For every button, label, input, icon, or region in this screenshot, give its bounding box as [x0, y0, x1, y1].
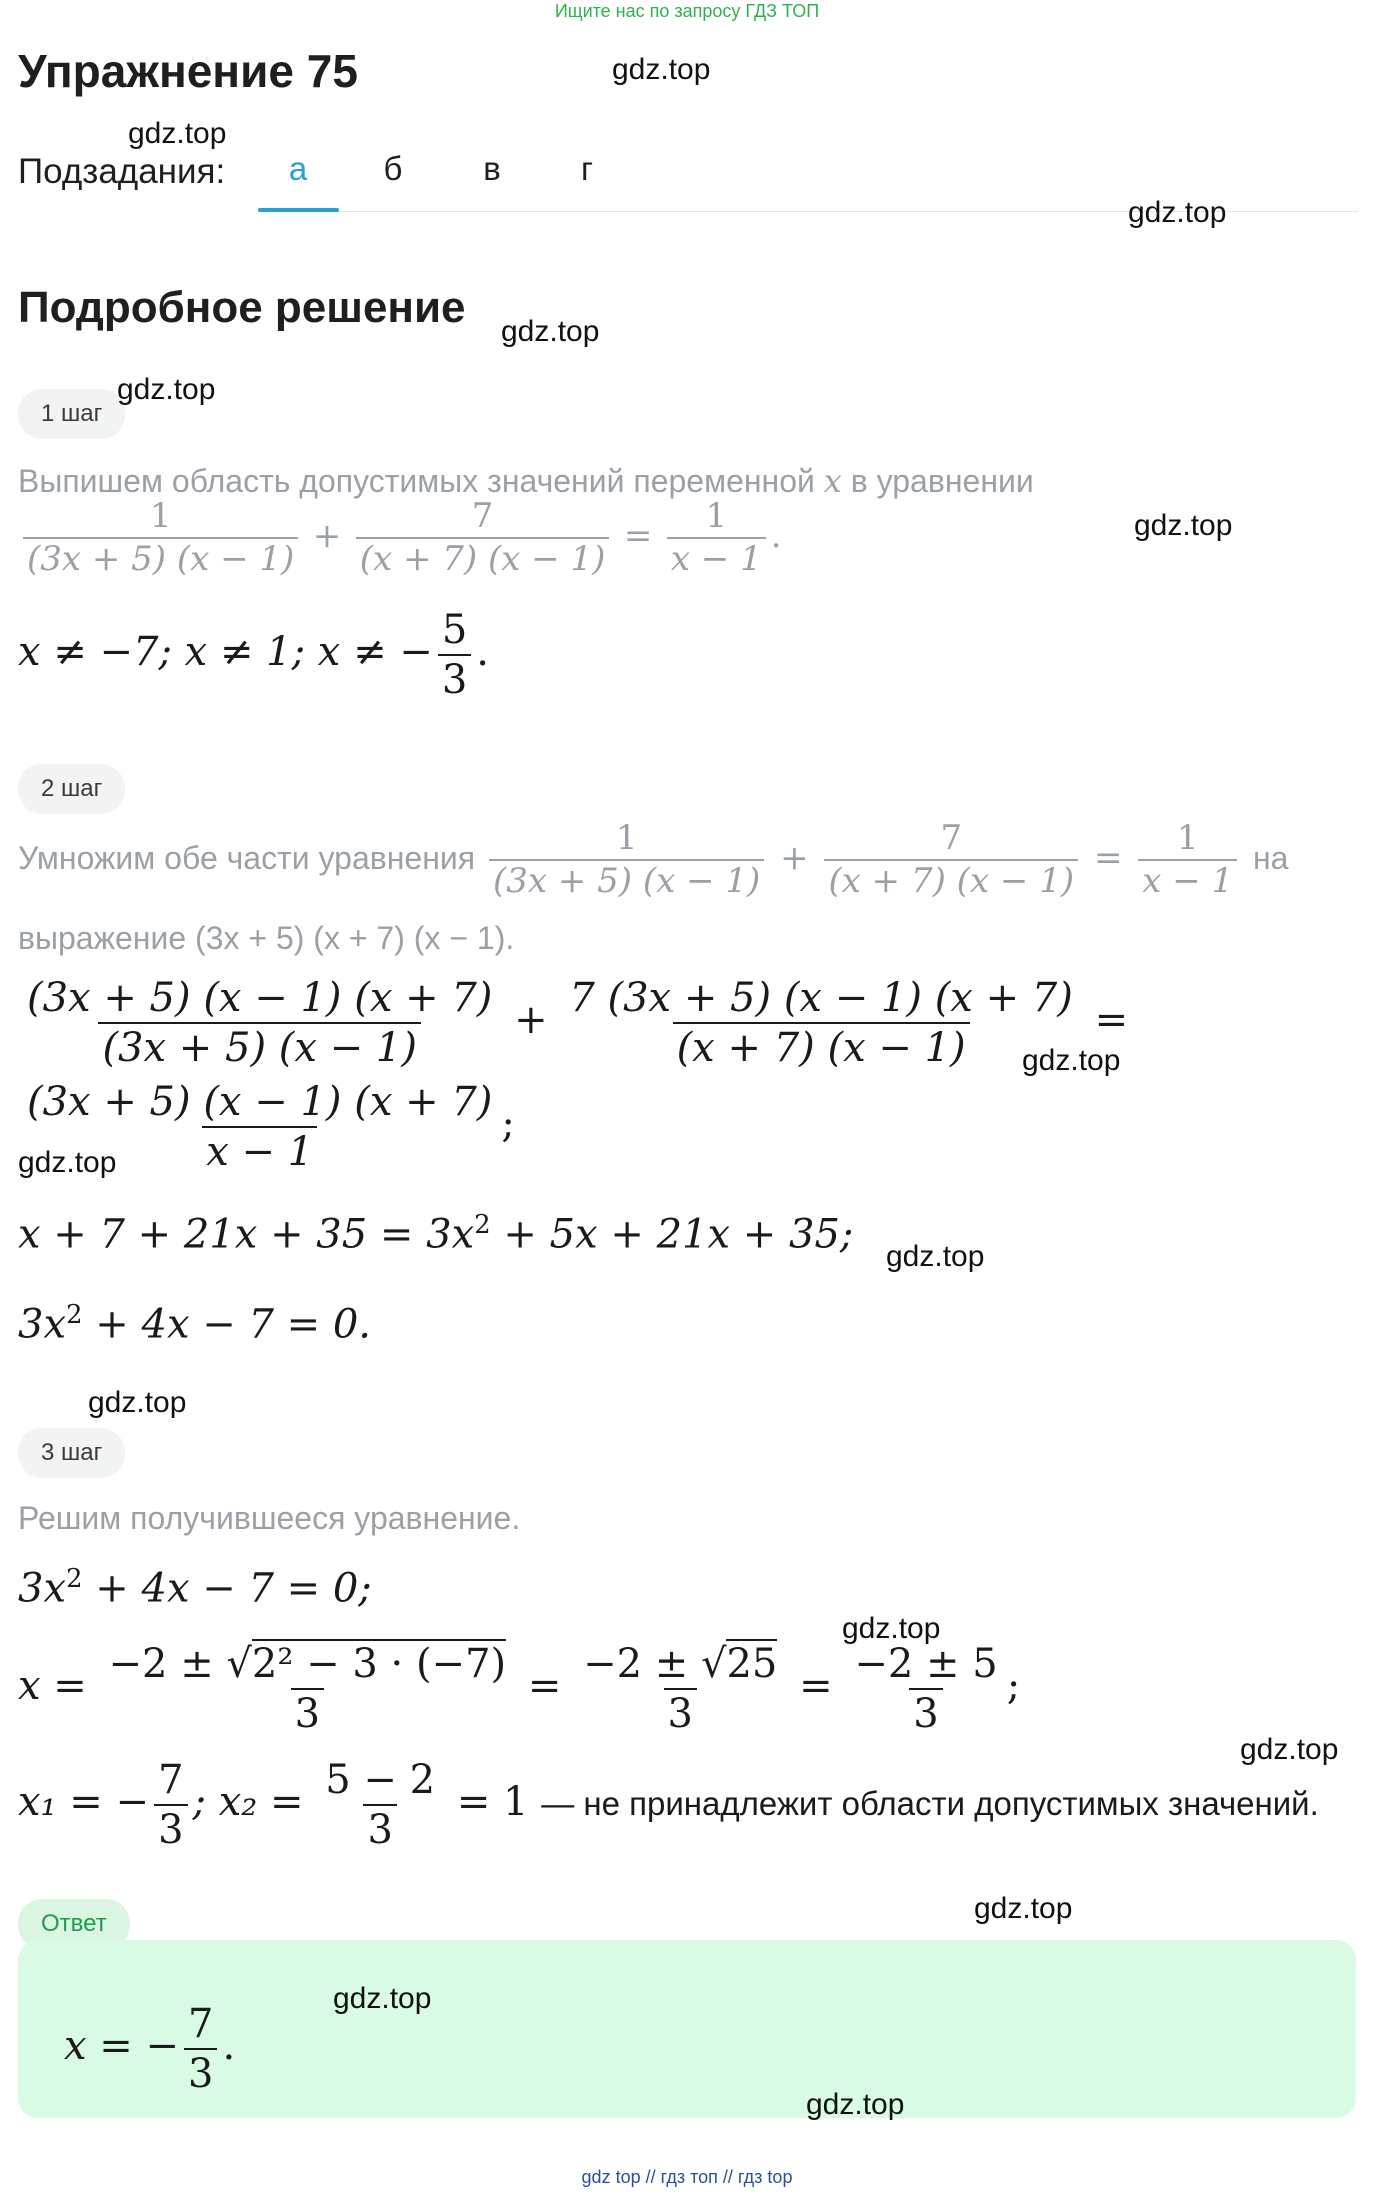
top-banner: Ищите нас по запросу ГДЗ ТОП — [554, 1, 820, 21]
step-3-roots-formula: x = $\frac{\text{−2 ± √2² − 3 · (−7)}}{3}$ = $\frac{-2 \pm √25}{3}$ = $\frac{-2 \pm 5}{3}$ ; — [18, 1641, 1021, 1737]
watermark: gdz.top — [886, 1240, 985, 1273]
watermark: gdz.top — [806, 2088, 905, 2121]
watermark: gdz.top — [117, 373, 216, 406]
active-tab-indicator — [258, 208, 339, 212]
step-2-text-2: выражение (3x + 5) (x + 7) (x − 1). — [18, 920, 515, 956]
tab-a[interactable]: а — [288, 150, 308, 187]
step-3-badge: 3 шаг — [18, 1428, 125, 1478]
footer-links[interactable]: gdz top // гдз топ // гдз top — [581, 2167, 793, 2187]
solution-title: Подробное решение — [18, 283, 466, 332]
watermark: gdz.top — [18, 1146, 117, 1179]
watermark: gdz.top — [1134, 509, 1233, 542]
step-2-line-1: $x + 7 + 21x + 35 = 3x^2 + 5x + 21x + 35$; — [18, 1210, 854, 1258]
watermark: gdz.top — [1128, 196, 1227, 229]
step-3-line-1: $3x^2 + 4x - 7 = 0$; — [18, 1564, 372, 1612]
watermark: gdz.top — [88, 1386, 187, 1419]
step-1-result: x ≠ −7; x ≠ 1; x ≠ − $\frac{5}{3}$ . — [18, 607, 489, 703]
step-2-text: Умножим обе части уравнения $\frac{1}{(3x + 5) (x - 1)}$ + $\frac{7}{(x + 7) (x - 1)}$ = $\frac{1}{x - 1}$ на — [18, 818, 1289, 901]
watermark: gdz.top — [1240, 1733, 1339, 1766]
page-title: Упражнение 75 — [18, 45, 358, 97]
step-1-text: Выпишем область допустимых значений переменной x в уравнении — [18, 462, 1034, 500]
step-2-badge: 2 шаг — [18, 764, 125, 814]
answer-value: x = − $\frac{7}{3}$ . — [64, 2001, 236, 2097]
watermark: gdz.top — [1022, 1044, 1121, 1077]
step-3-roots: x₁ = − $\frac{7}{3}$ ; x₂ = $\frac{5 - 2}{3}$ = 1 — не принадлежит области допустимых значений. — [18, 1757, 1319, 1853]
watermark: gdz.top — [501, 315, 600, 348]
tab-g[interactable]: г — [580, 150, 594, 187]
watermark: gdz.top — [128, 117, 227, 150]
step-2-line-2: $3x^2 + 4x - 7 = 0$. — [18, 1300, 372, 1348]
step-1-equation: $\frac{1}{(3x + 5) (x - 1)}$ + $\frac{7}{(x + 7) (x - 1)}$ = $\frac{1}{x - 1}$ . — [18, 496, 782, 580]
subtasks-label: Подзадания: — [18, 152, 226, 191]
step-1-badge: 1 шаг — [18, 389, 125, 439]
step-2-rhs: $\frac{(3x + 5) (x - 1) (x + 7)}{x - 1}$ ; — [27, 1079, 515, 1175]
watermark: gdz.top — [612, 53, 711, 86]
watermark: gdz.top — [842, 1612, 941, 1645]
tab-v[interactable]: в — [483, 150, 501, 187]
watermark: gdz.top — [333, 1982, 432, 2015]
step-3-text: Решим получившееся уравнение. — [18, 1500, 521, 1536]
answer-badge: Ответ — [18, 1899, 130, 1949]
tab-b[interactable]: б — [383, 150, 403, 187]
step-2-multiplied: $\frac{(3x + 5) (x - 1) (x + 7)}{(3x + 5) (x - 1)}$ + $\frac{7 (3x + 5) (x - 1) (x + 7)}{(x + 7) (x - 1)}$ = — [27, 975, 1129, 1071]
watermark: gdz.top — [974, 1892, 1073, 1925]
